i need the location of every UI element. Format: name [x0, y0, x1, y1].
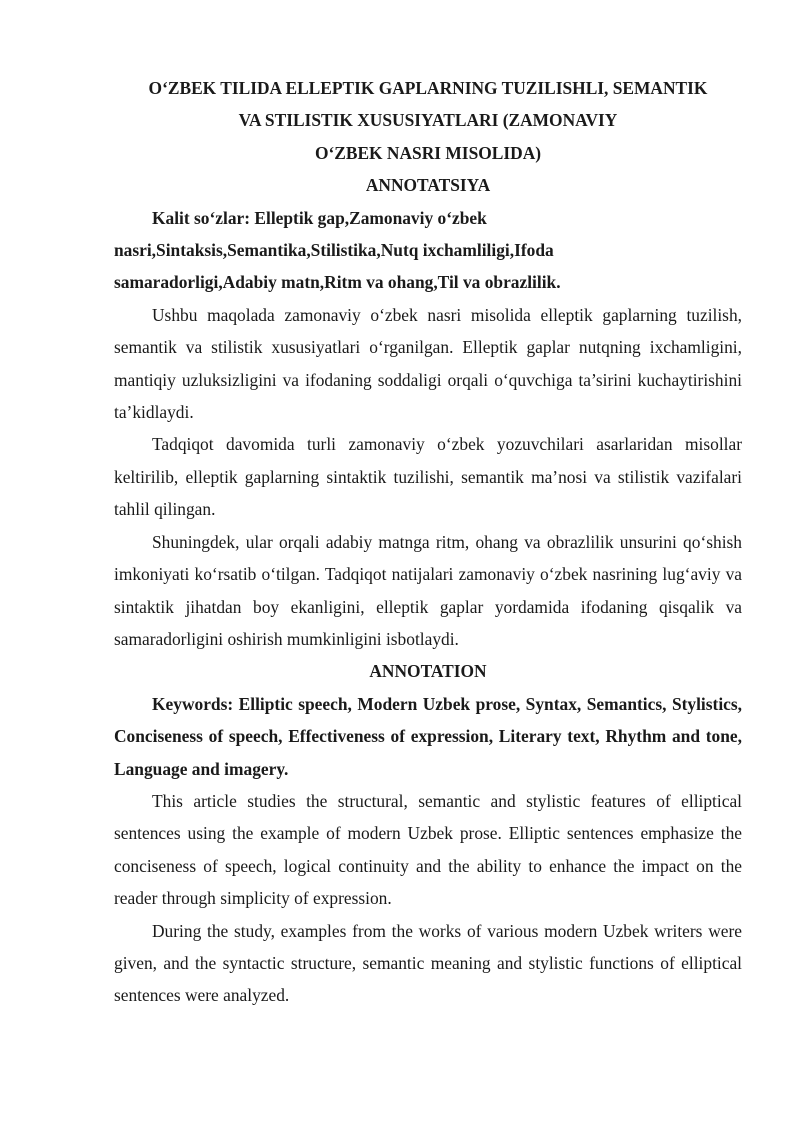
title-line: O‘ZBEK TILIDA ELLEPTIK GAPLARNING TUZILISHLI, SEMANTIK — [148, 78, 708, 98]
keywords-uz-line: nasri,Sintaksis,Semantika,Stilistika,Nutq ixchamliligi,Ifoda — [114, 240, 554, 261]
title-line: VA STILISTIK XUSUSIYATLARI (ZAMONAVIY — [238, 110, 618, 131]
paper-title — [114, 72, 742, 169]
keywords-uz — [114, 202, 742, 299]
abstract-paragraph-uz: Ushbu maqolada zamonaviy o‘zbek nasri misolida elleptik gaplarning tuzilish, semantik va stilistik xususiyatlari o‘rganilgan. Elleptik gaplar nutqning ixchamligini, mantiqiy uzluksizligini va ifodaning soddaligi orqali o‘quvchiga ta’sirini kuchaytirishini ta’kidlaydi. — [114, 304, 742, 423]
annotation-heading-en: ANNOTATION — [369, 661, 487, 682]
abstract-paragraph-uz: Shuningdek, ular orqali adabiy matnga ritm, ohang va obrazlilik unsurini qo‘shish imkoniyati ko‘rsatib o‘tilgan. Tadqiqot natijalari zamonaviy o‘zbek nasrining lug‘aviy va sintaktik jihatdan boy ekanligini, elleptik gaplar yordamida ifodaning qisqalik va samaradorligini oshirish mumkinligini isbotlaydi. — [114, 531, 742, 649]
annotation-heading-uz: ANNOTATSIYA — [365, 175, 491, 196]
abstract-paragraph-en: This article studies the structural, semantic and stylistic features of elliptical sentences using the example of modern Uzbek prose. Elliptic sentences emphasize the conciseness of speech, logical continuity and the ability to enhance the impact on the reader through simplicity of expression. — [114, 790, 742, 909]
abstract-paragraph-en: During the study, examples from the works of various modern Uzbek writers were given, and the syntactic structure, semantic meaning and stylistic functions of elliptical sentences were analyzed. — [114, 920, 742, 1006]
keywords-en: Keywords: Elliptic speech, Modern Uzbek prose, Syntax, Semantics, Stylistics, Conciseness of speech, Effectiveness of expression, Literary text, Rhythm and tone, Language and imagery. — [114, 693, 742, 779]
abstract-paragraph-uz: Tadqiqot davomida turli zamonaviy o‘zbek yozuvchilari asarlaridan misollar keltirilib, elleptik gaplarning sintaktik tuzilishi, semantik ma’nosi va stilistik vazifalari tahlil qilingan. — [114, 434, 742, 520]
keywords-uz-line: samaradorligi,Adabiy matn,Ritm va ohang,Til va obrazlilik. — [114, 272, 561, 293]
title-line: O‘ZBEK NASRI MISOLIDA) — [314, 142, 542, 163]
keywords-uz-line: Kalit so‘zlar: Elleptik gap,Zamonaviy o‘zbek — [152, 207, 487, 228]
document-page — [114, 72, 742, 1012]
